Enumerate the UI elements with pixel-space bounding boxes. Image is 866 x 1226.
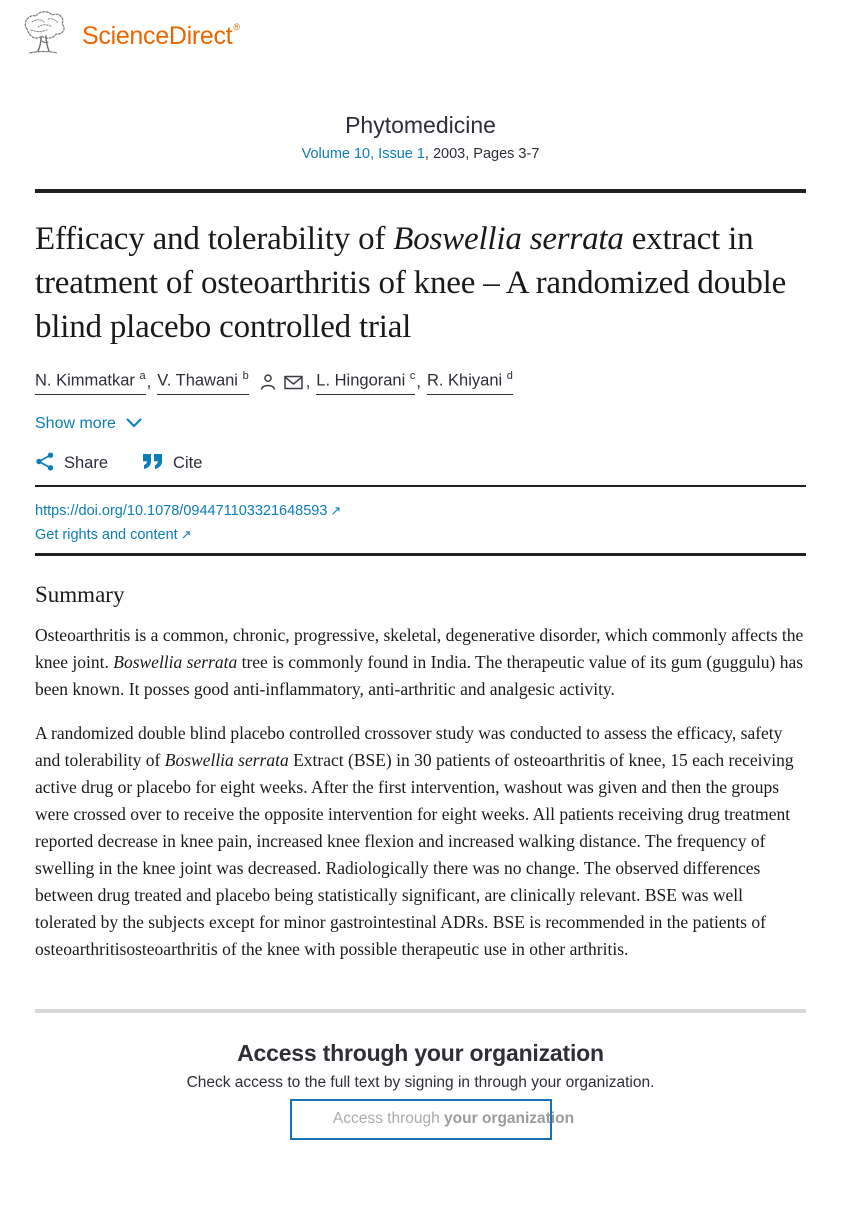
access-through-org-button[interactable] xyxy=(290,1099,575,1140)
species-italic: Boswellia serrata xyxy=(113,651,238,672)
show-more-label: Show more xyxy=(35,414,116,432)
author-link-hingorani[interactable]: L. Hingorani $^c$ xyxy=(316,370,415,395)
author-separator: , xyxy=(305,372,311,391)
summary-paragraph-2: A randomized double blind placebo controlled crossover study was conducted to assess the efficacy, safety and tolerability of Boswellia serrata Extract (BSE) in 30 patients of osteoarthritis of knee, 15 each receiving active drug or placebo for eight weeks. After the first intervention, washout was given and then the groups were crossed over to receive the opposite intervention for eight weeks. All patients receiving drug treatment reported decrease in knee pain, increased knee flexion and increased walking distance. The frequency of swelling in the knee joint was decreased. Radiologically there was no change. The observed differences between drug treated and placebo being statistically significant, are clinically relevant. BSE was well tolerated by the subjects except for minor gastrointestinal ADRs. BSE is recommended in the patients of osteoarthritisosteoarthritis of the knee with possible therapeutic use in other arthritis. xyxy=(35,722,794,959)
show-more-button[interactable] xyxy=(35,415,142,433)
author-affiliation-sup: c xyxy=(409,370,416,382)
title-species-italic: Boswellia serrata xyxy=(393,221,624,257)
journal-issue-line xyxy=(35,146,806,162)
title-prefix: Efficacy and tolerability of xyxy=(35,221,394,257)
share-button[interactable] xyxy=(35,452,108,476)
access-heading: Access through your organization xyxy=(237,1039,604,1066)
arrow-up-right-icon: ↗ xyxy=(330,502,342,518)
top-bar xyxy=(0,0,866,62)
access-subtext: Check access to the full text by signing in through your organization. xyxy=(186,1073,655,1091)
brand-name: ScienceDirect xyxy=(82,21,233,50)
author-link-thawani[interactable]: V. Thawani $^b$ xyxy=(157,370,248,395)
envelope-icon xyxy=(284,375,303,390)
cite-button[interactable] xyxy=(142,453,202,475)
summary-heading: Summary xyxy=(35,581,125,607)
summary-paragraph-1: Osteoarthritis is a common, chronic, progressive, skeletal, degenerative disorder, which commonly affects the knee joint. Boswellia serrata tree is commonly found in India. The therapeutic value of its gum (guggulu) has been known. It posses good anti-inflammatory, anti-arthritic and analgesic activity. xyxy=(35,624,804,699)
journal-header xyxy=(35,112,806,162)
person-icon xyxy=(259,373,277,391)
divider-thick xyxy=(35,189,806,193)
access-button-label-bold: your organization xyxy=(444,1110,575,1127)
author-separator: , xyxy=(146,372,152,391)
action-bar xyxy=(35,452,806,476)
access-section xyxy=(35,1040,806,1140)
author-link-khiyani[interactable]: R. Khiyani $^d$ xyxy=(427,370,513,395)
links-block xyxy=(35,499,806,547)
double-quote-icon xyxy=(142,453,164,475)
author-affiliation-sup: d xyxy=(506,370,513,382)
cite-label: Cite xyxy=(173,454,203,472)
access-button-label: Access through xyxy=(332,1110,445,1127)
article-title xyxy=(35,217,806,349)
sciencedirect-logo[interactable] xyxy=(82,22,240,51)
author-affiliation-sup: a xyxy=(139,370,146,382)
corresponding-author-icons xyxy=(259,373,303,391)
title-suffix: extract in treatment of osteoarthritis of knee – A randomized double blind placebo controlled trial xyxy=(35,221,787,345)
author-list xyxy=(35,370,806,395)
journal-title-link[interactable]: Phytomedicine xyxy=(345,112,496,138)
share-nodes-icon xyxy=(35,452,55,476)
divider xyxy=(35,485,806,487)
chevron-down-icon xyxy=(126,415,142,433)
elsevier-tree-icon xyxy=(18,10,68,62)
divider-light xyxy=(35,1009,806,1013)
volume-issue-link[interactable]: Volume 10, Issue 1 xyxy=(301,146,425,162)
rights-and-content-link[interactable]: Get rights and content ↗ xyxy=(35,526,192,543)
author-separator: , xyxy=(416,372,421,391)
doi-link[interactable]: https://doi.org/10.1078/094471103321648593 ↗ xyxy=(35,502,342,519)
issue-pages-text: , 2003, Pages 3-7 xyxy=(424,146,540,162)
trademark-symbol: ® xyxy=(233,21,240,32)
share-label: Share xyxy=(64,454,109,472)
author-link-kimmatkar[interactable]: N. Kimmatkar $^a$ xyxy=(35,370,146,395)
arrow-up-right-icon: ↗ xyxy=(180,526,192,542)
species-italic: Boswellia serrata xyxy=(164,749,289,770)
summary-section xyxy=(35,582,806,963)
divider xyxy=(35,553,806,556)
author-affiliation-sup: b xyxy=(242,370,249,382)
